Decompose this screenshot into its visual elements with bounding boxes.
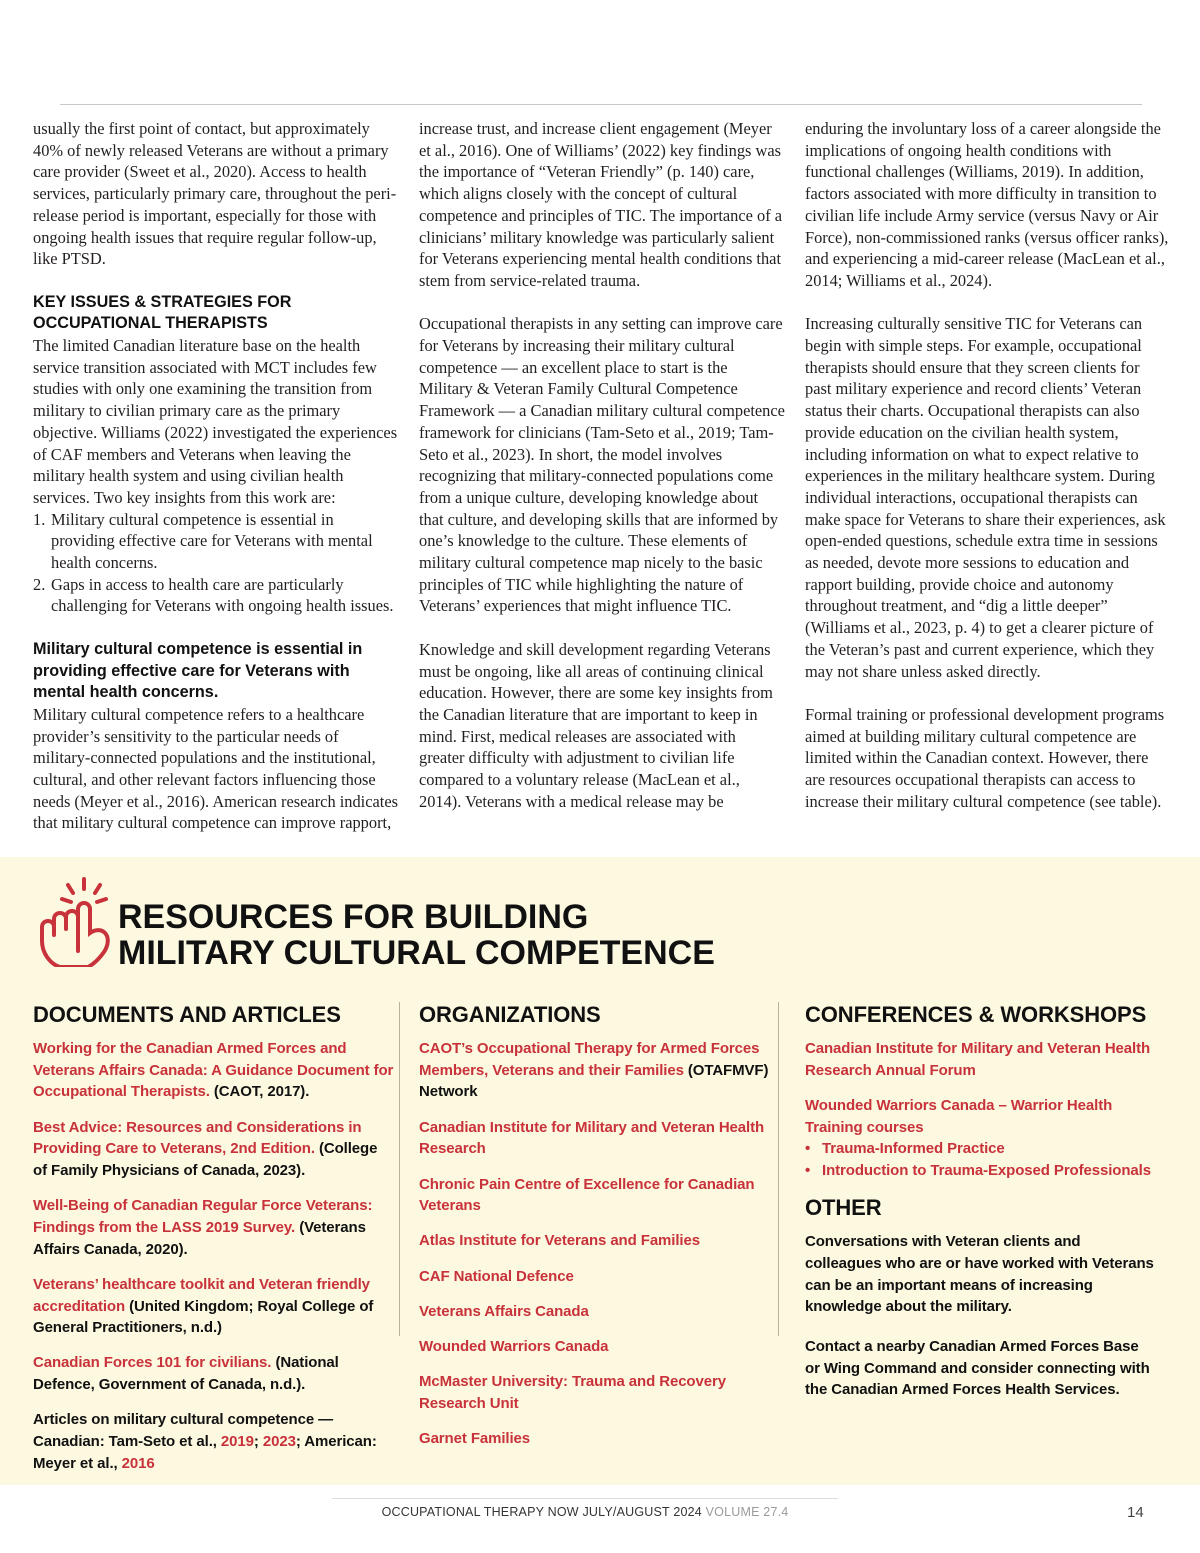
articles-entry: Articles on military cultural competence — Canadian: Tam-Seto et al., 2019; 2023; American: Meyer et al., 2016: [33, 1411, 377, 1472]
list-item: Veterans’ healthcare toolkit and Veteran friendly accreditation (United Kingdom; Royal College of General Practitioners, n.d.): [33, 1275, 374, 1337]
paragraph: Occupational therapists in any setting can improve care for Veterans by increasing their military cultural competence — an excellent place to start is the Military & Veteran Family Cultural Competence Framework — a Canadian military cultural competence framework for clinicians (Tam-Seto et al., 2019; Tam-Seto et al., 2023). In short, the model involves recognizing that military-connected populations come from a unique culture, developing knowledge about that culture, and developing skills that are informed by one’s knowledge to the culture. These elements of military cultural competence map nicely to the basic principles of TIC while highlighting the nature of Veterans’ experiences that might influence TIC.: [419, 314, 785, 616]
resources-panel: [0, 857, 1200, 1485]
subheading: Military cultural competence is essential in providing effective care for Veterans with mental health concerns.: [33, 639, 363, 702]
resources-title: RESOURCES FOR BUILDING MILITARY CULTURAL COMPETENCE: [118, 898, 715, 972]
resource-link[interactable]: Canadian Forces 101 for civilians.: [33, 1354, 272, 1372]
paragraph: Knowledge and skill development regarding Veterans must be ongoing, like all areas of continuing clinical education. However, there are some key insights from the Canadian literature that are important to keep in mind. First, medical releases are associated with greater difficulty with adjustment to civilian life compared to a voluntary release (MacLean et al., 2014). Veterans with a medical release may be: [419, 639, 773, 811]
list-item: [805, 1095, 1155, 1182]
conferences-heading: CONFERENCES & WORKSHOPS: [805, 1002, 1147, 1027]
list-item: Canadian Forces 101 for civilians. (National Defence, Government of Canada, n.d.).: [33, 1354, 339, 1394]
paragraph: Formal training or professional development programs aimed at building military cultural competence are limited within the Canadian context. However, there are resources occupational therapists can access to increase their military cultural competence (see table).: [805, 704, 1165, 811]
organization-link[interactable]: CAOT’s Occupational Therapy for Armed Forces Members, Veterans and their Families: [419, 1040, 760, 1079]
organizations-heading: ORGANIZATIONS: [419, 1002, 601, 1027]
list-item: 1. Military cultural competence is essential in providing effective care for Veterans with mental health concerns.: [33, 509, 373, 573]
conference-link[interactable]: Wounded Warriors Canada – Warrior Health Training courses: [805, 1096, 1113, 1136]
documents-column: [33, 1002, 395, 1488]
organization-link[interactable]: Wounded Warriors Canada: [419, 1338, 609, 1356]
paragraph: usually the first point of contact, but approximately 40% of newly released Veterans are without a primary care provider (Sweet et al., 2020). Access to health services, particularly primary care, throughout the peri-release period is important, especially for those with ongoing health issues that require regular follow-up, like PTSD.: [33, 119, 397, 269]
resource-link[interactable]: Working for the Canadian Armed Forces and Veterans Affairs Canada: A Guidance Document for Occupational Therapists.: [33, 1040, 394, 1101]
conference-link[interactable]: Canadian Institute for Military and Veteran Health Research Annual Forum: [805, 1040, 1151, 1079]
article-column-3: [805, 118, 1170, 812]
page-number: 14: [1127, 1504, 1144, 1521]
list-item: Working for the Canadian Armed Forces and Veterans Affairs Canada: A Guidance Document for Occupational Therapists. (CAOT, 2017).: [33, 1040, 394, 1101]
organizations-column: [419, 1002, 769, 1463]
other-heading: OTHER: [805, 1195, 882, 1221]
issue-date: JULY/AUGUST 2024: [582, 1505, 702, 1519]
organization-link[interactable]: Chronic Pain Centre of Excellence for Canadian Veterans: [419, 1175, 755, 1215]
paragraph: Increasing culturally sensitive TIC for Veterans can begin with simple steps. For example, occupational therapists should ensure that they screen clients for past military experience and record clients’ Veteran status their charts. Occupational therapists can also provide education on the civilian health system, including information on what to expect relative to experiences in the military healthcare system. During individual interactions, occupational therapists can make space for Veterans to share their experiences, ask open-ended questions, schedule extra time in sessions as needed, devote more sessions to education and rapport building, provide choice and autonomy throughout treatment, and “dig a little deeper” (Williams et al., 2023, p. 4) to get a clearer picture of the Veteran’s past and current experience, which they may not share unless asked directly.: [805, 314, 1166, 681]
list-item: 2. Gaps in access to health care are particularly challenging for Veterans with ongoing health issues.: [33, 574, 394, 616]
course-list: [805, 1138, 1155, 1181]
list-item: Well-Being of Canadian Regular Force Veterans: Findings from the LASS 2019 Survey. (Veterans Affairs Canada, 2020).: [33, 1197, 373, 1258]
footer: [332, 1505, 838, 1519]
list-item[interactable]: • Introduction to Trauma-Exposed Professionals: [805, 1162, 1151, 1180]
column-divider: [399, 1002, 400, 1336]
list-item: Best Advice: Resources and Considerations in Providing Care to Veterans, 2nd Edition. (College of Family Physicians of Canada, 2023).: [33, 1118, 378, 1180]
resource-link[interactable]: Veterans’ healthcare toolkit and Veteran friendly accreditation: [33, 1275, 370, 1315]
list-item[interactable]: • Trauma-Informed Practice: [805, 1140, 1005, 1158]
paragraph: The limited Canadian literature base on the health service transition associated with MCT includes few studies with only one examining the transition from military to civilian primary care as the primary objective. Williams (2022) investigated the experiences of CAF members and Veterans when leaving the military health system and using civilian health services. Two key insights from this work are:: [33, 336, 398, 507]
article-column-2: [419, 118, 785, 812]
journal-name: OCCUPATIONAL THERAPY NOW: [381, 1505, 579, 1519]
documents-heading: DOCUMENTS AND ARTICLES: [33, 1002, 341, 1027]
pointing-hand-icon: [32, 875, 116, 967]
organization-link[interactable]: Atlas Institute for Veterans and Families: [419, 1232, 700, 1250]
paragraph: Conversations with Veteran clients and colleagues who are or have worked with Veterans can be an important means of increasing knowledge about the military.: [805, 1233, 1154, 1316]
article-link-2023[interactable]: 2023: [262, 1433, 296, 1451]
footer-divider: [332, 1498, 838, 1499]
volume: VOLUME 27.4: [705, 1505, 789, 1519]
article-column-1: [33, 118, 399, 834]
paragraph: increase trust, and increase client engagement (Meyer et al., 2016). One of Williams’ (2022) key findings was the importance of “Veteran Friendly” (p. 140) care, which aligns closely with the concept of cultural competence and principles of TIC. The importance of a clinicians’ military knowledge was particularly salient for Veterans experiencing mental health conditions that stem from service-related trauma.: [419, 119, 783, 290]
organization-link[interactable]: CAF National Defence: [419, 1267, 574, 1285]
organization-link[interactable]: McMaster University: Trauma and Recovery Research Unit: [419, 1373, 726, 1412]
top-divider: [60, 104, 1142, 105]
paragraph: enduring the involuntary loss of a career alongside the implications of ongoing health conditions with functional challenges (Williams, 2019). In addition, factors associated with more difficulty in transition to civilian life include Army service (versus Navy or Air Force), non-commissioned ranks (versus officer ranks), and experiencing a mid-career release (MacLean et al., 2014; Williams et al., 2024).: [805, 119, 1169, 290]
insights-list: [33, 509, 399, 618]
section-heading: KEY ISSUES & STRATEGIES FOR OCCUPATIONAL THERAPISTS: [33, 292, 292, 333]
list-item: CAOT’s Occupational Therapy for Armed Forces Members, Veterans and their Families (OTAFMVF) Network: [419, 1040, 769, 1101]
resource-link[interactable]: Best Advice: Resources and Considerations in Providing Care to Veterans, 2nd Edition.: [33, 1118, 362, 1158]
article-link-2016[interactable]: 2016: [121, 1454, 155, 1472]
article-link-2019[interactable]: 2019: [220, 1433, 254, 1451]
paragraph: Contact a nearby Canadian Armed Forces Base or Wing Command and consider connecting with the Canadian Armed Forces Health Services.: [805, 1338, 1150, 1399]
conferences-column: [805, 1002, 1155, 1415]
organization-link[interactable]: Canadian Institute for Military and Veteran Health Research: [419, 1118, 765, 1158]
organization-link[interactable]: Garnet Families: [419, 1430, 531, 1448]
paragraph: Military cultural competence refers to a healthcare provider’s sensitivity to the particular needs of military-connected populations and the institutional, cultural, and other relevant factors influencing those needs (Meyer et al., 2016). American research indicates that military cultural competence can improve rapport,: [33, 704, 398, 833]
organization-link[interactable]: Veterans Affairs Canada: [419, 1302, 589, 1320]
resource-link[interactable]: Well-Being of Canadian Regular Force Veterans: Findings from the LASS 2019 Survey.: [33, 1197, 373, 1236]
column-divider: [778, 1002, 779, 1336]
